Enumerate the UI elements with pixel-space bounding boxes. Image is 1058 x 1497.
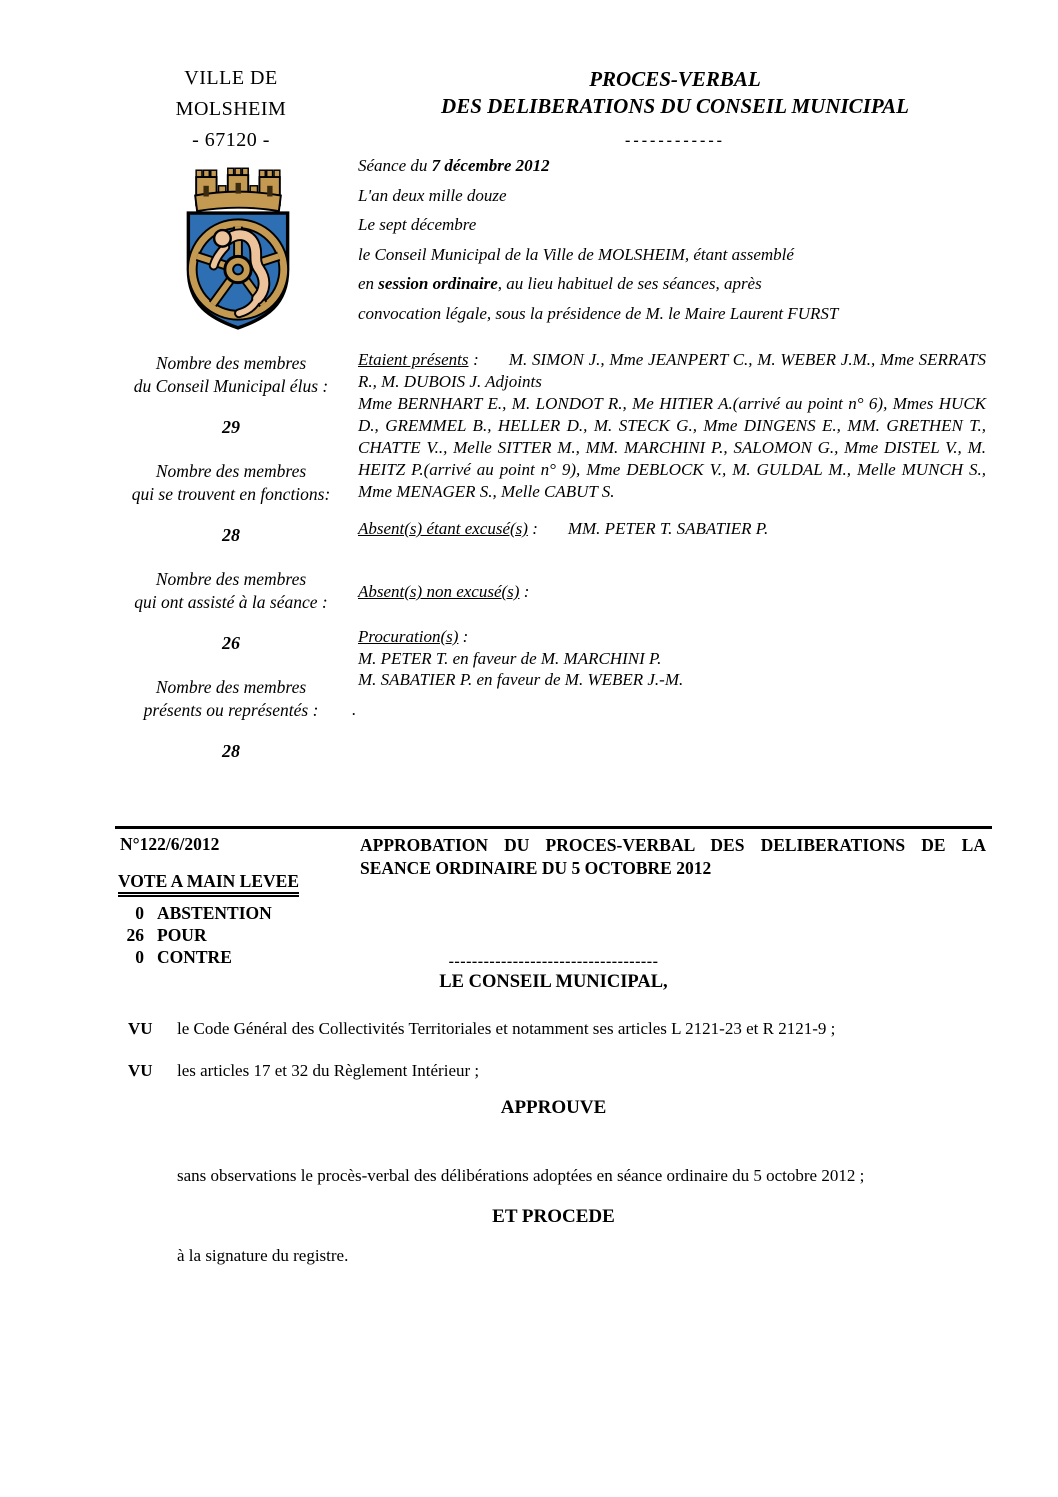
approuve-text: sans observations le procès-verbal des délibérations adoptées en séance ordinaire du 5 octobre 2012 ; [177,1166,865,1185]
count-attended [115,568,347,676]
count-attended-value: 26 [222,633,240,653]
vote-count: 0 [135,903,144,923]
procede-heading: ET PROCEDE [492,1206,615,1227]
count-in-office [115,460,347,568]
count-elected [115,352,347,460]
session-line-6: convocation légale, sous la présidence de M. le Maire Laurent FURST [358,303,839,323]
vote-row-pour [118,924,299,946]
document-title [347,66,1003,120]
city-line-3: - 67120 - [192,129,270,151]
absent-excused-label: Absent(s) étant excusé(s) [358,519,528,538]
city-block [115,63,347,156]
procede-text: à la signature du registre. [177,1246,349,1265]
session-line-4: le Conseil Municipal de la Ville de MOLSHEIM, étant assemblé [358,244,794,264]
procurations-label-line: Procuration(s) : [358,627,469,646]
procurations-block [358,626,998,691]
vote-heading: VOTE A MAIN LEVEE [118,871,299,897]
coat-of-arms-graphic [165,167,311,335]
deliberation-number: N°122/6/2012 [120,834,220,854]
presents-label: Etaient présents [358,350,469,369]
title-separator-dashes: ------------ [625,132,725,149]
absent-not-excused-label: Absent(s) non excusé(s) [358,582,520,601]
council-heading: LE CONSEIL MUNICIPAL, [439,972,668,992]
absent-excused-line: Absent(s) étant excusé(s) : MM. PETER T. SABATIER P. [358,519,769,538]
title-line-1: PROCES-VERBAL [589,67,761,91]
presents-block: Etaient présents : M. SIMON J., Mme JEANPERT C., M. WEBER J.M., Mme SERRATS R., M. DUBOIS J. Adjoints Mme BERNHART E., M. LONDOT R., Me HITIER A.(arrivé au point n° 6), Mmes HUCK D., GREMMEL B., HELLER D., M. STECK G., Mme DINGENS E., MM. GRETHEN T., CHATTE V.., Melle SITTER M., MM. MARCHINI P., SALOMON G., Mme DISTEL V., M. HEITZ P.(arrivé au point n° 9), Mme DEBLOCK V., M. GULDAL M., Melle MUNCH S., Mme MENAGER S., Melle CABUT S. [358,350,986,501]
count-elected-label-2: du Conseil Municipal élus : [133,376,329,396]
session-block [358,151,1004,328]
council-heading-group [115,953,992,993]
section-divider-rule [115,826,992,829]
count-present-represented-label-1: Nombre des membres [155,677,307,697]
vote-count: 0 [135,947,144,967]
vu-keyword: VU [128,1019,153,1038]
vote-count: 26 [126,925,144,945]
vu-item [128,1019,1008,1039]
count-attended-label-2: qui ont assisté à la séance : [134,592,328,612]
session-line-3: Le sept décembre [358,215,477,234]
count-in-office-label-1: Nombre des membres [155,461,307,481]
session-type: session ordinaire [378,274,498,293]
count-elected-label-1: Nombre des membres [155,353,307,373]
count-present-represented-value: 28 [222,741,240,761]
separator-dashes: ------------------------------------ [448,953,659,970]
deliberation-title-line-1: APPROBATION DU PROCES-VERBAL DES DELIBERATIONS DE LA [360,835,986,855]
presents-members: Mme BERNHART E., M. LONDOT R., Me HITIER A.(arrivé au point n° 6), Mmes HUCK D., GREMMEL B., HELLER D., M. STECK G., Mme DINGENS E., MM. GRETHEN T., CHATTE V.., Melle SITTER M., MM. MARCHINI P., SALOMON G., Mme DISTEL V., M. HEITZ P.(arrivé au point n° 9), Mme DEBLOCK V., M. GULDAL M., Melle MUNCH S., Mme MENAGER S., Melle CABUT S. [358,394,986,501]
vote-row-abstention [118,902,299,924]
presents-adjoints: M. SIMON J., Mme JEANPERT C., M. WEBER J.M., Mme SERRATS R., M. DUBOIS J. Adjoints [358,350,986,391]
deliberation-title [360,834,986,879]
member-counts-sidebar [115,352,347,784]
vu-item [128,1061,1008,1081]
city-line-2: MOLSHEIM [175,98,287,120]
count-present-represented [115,676,347,784]
approuve-heading: APPROUVE [500,1097,607,1118]
city-line-1: VILLE DE [184,67,278,89]
count-present-represented-label-2: présents ou représentés : [143,700,319,720]
count-attended-label-1: Nombre des membres [155,569,307,589]
vu-text: les articles 17 et 32 du Règlement Intérieur ; [177,1061,480,1080]
vote-label: CONTRE [157,947,232,967]
mural-crown-icon [195,168,281,211]
vu-keyword: VU [128,1061,153,1080]
molsheim-coat-of-arms [165,167,311,335]
title-line-2: DES DELIBERATIONS DU CONSEIL MUNICIPAL [441,94,909,118]
absent-not-excused-line: Absent(s) non excusé(s) : [358,582,530,601]
vu-text: le Code Général des Collectivités Territoriales et notamment ses articles L 2121-23 et R 2121-9 ; [177,1019,836,1038]
session-line-2: L'an deux mille douze [358,185,507,205]
session-date: 7 décembre 2012 [431,156,550,175]
session-line-5: en session ordinaire, au lieu habituel de ses séances, après [358,274,762,293]
deliberation-title-line-2: SEANCE ORDINAIRE DU 5 OCTOBRE 2012 [360,857,712,878]
session-date-line: Séance du 7 décembre 2012 [358,156,550,175]
vote-label: ABSTENTION [157,903,272,923]
vote-label: POUR [157,925,207,945]
trailing-dot: . [352,700,357,719]
absent-excused-value: MM. PETER T. SABATIER P. [567,519,769,538]
procuration-item: M. PETER T. en faveur de M. MARCHINI P. [358,648,662,668]
count-elected-value: 29 [222,417,240,437]
procurations-label: Procuration(s) [358,627,459,646]
count-in-office-label-2: qui se trouvent en fonctions: [131,484,331,504]
procuration-item: M. SABATIER P. en faveur de M. WEBER J.-M. [358,670,684,689]
count-in-office-value: 28 [222,525,240,545]
